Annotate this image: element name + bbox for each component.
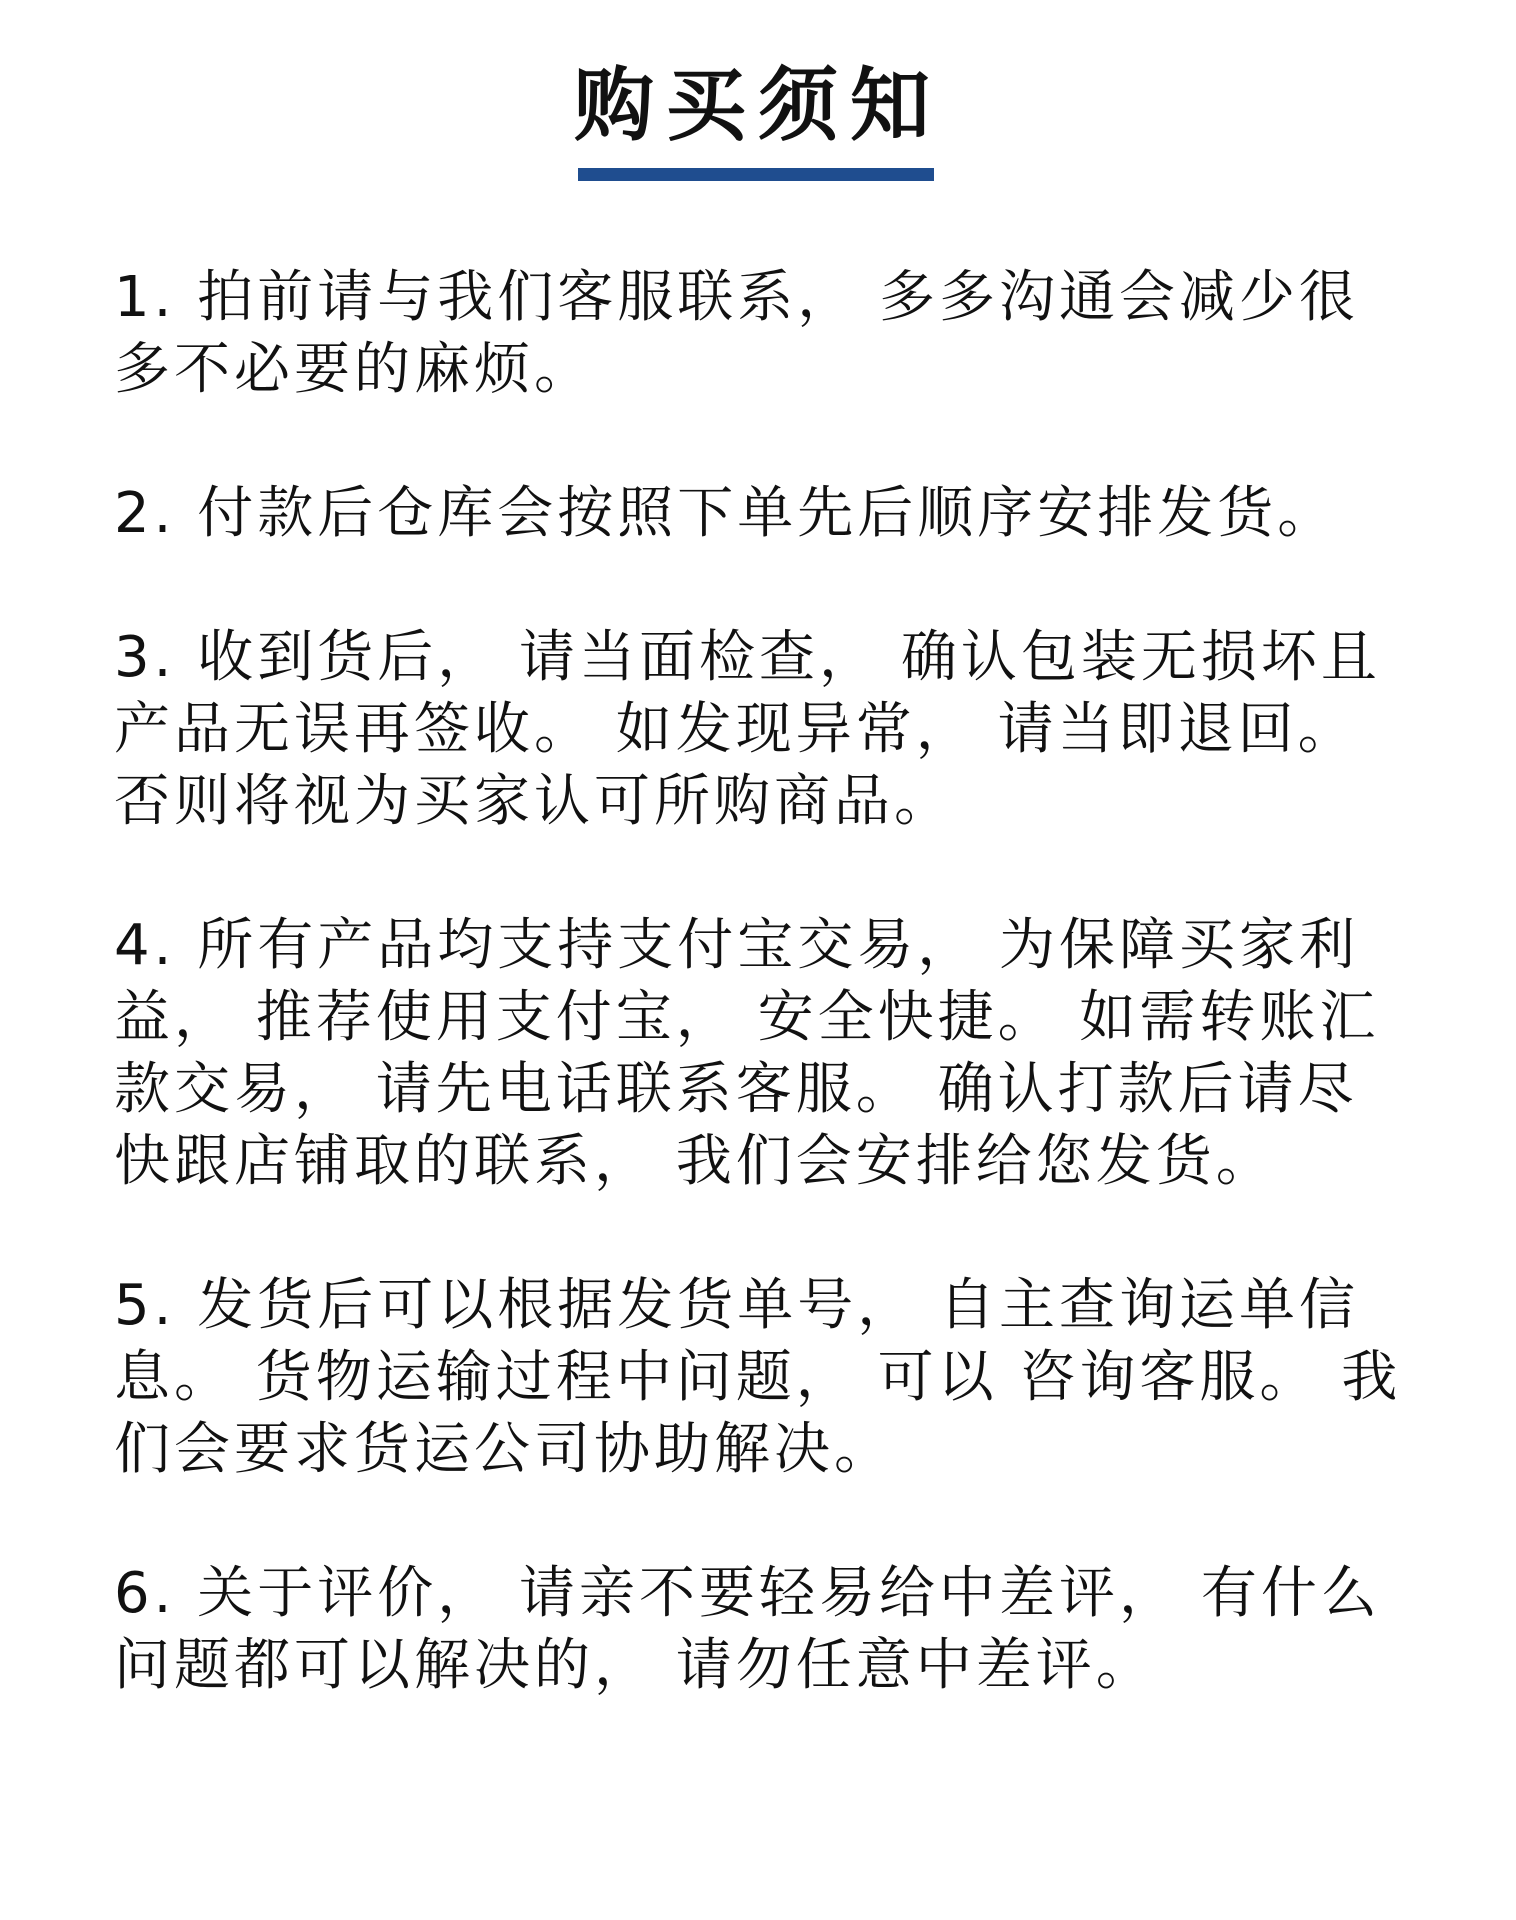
notice-item-5: 5. 发货后可以根据发货单号， 自主查询运单信息。 货物运输过程中问题， 可以 咨询客服。 我们会要求货运公司协助解决。 [114, 1273, 1402, 1482]
notice-item-4: 4. 所有产品均支持支付宝交易， 为保障买家利益， 推荐使用支付宝， 安全快捷。 如需转账汇款交易， 请先电话联系客服。 确认打款后请尽快跟店铺取的联系， 我们会安排给您发货。 [114, 913, 1380, 1194]
notice-item-3: 3. 收到货后， 请当面检查， 确认包装无损坏且产品无误再签收。 如发现异常， 请当即退回。 否则将视为买家认可所购商品。 [114, 625, 1381, 834]
page-title: 购买须知 [574, 59, 942, 152]
notice-list [114, 262, 1414, 1702]
notice-item-6: 6. 关于评价， 请亲不要轻易给中差评， 有什么问题都可以解决的， 请勿任意中差评。 [114, 1561, 1381, 1698]
notice-item-2: 2. 付款后仓库会按照下单先后顺序安排发货。 [114, 481, 1338, 546]
title-underline [578, 168, 934, 181]
notice-item-1: 1. 拍前请与我们客服联系， 多多沟通会减少很多不必要的麻烦。 [114, 265, 1360, 402]
